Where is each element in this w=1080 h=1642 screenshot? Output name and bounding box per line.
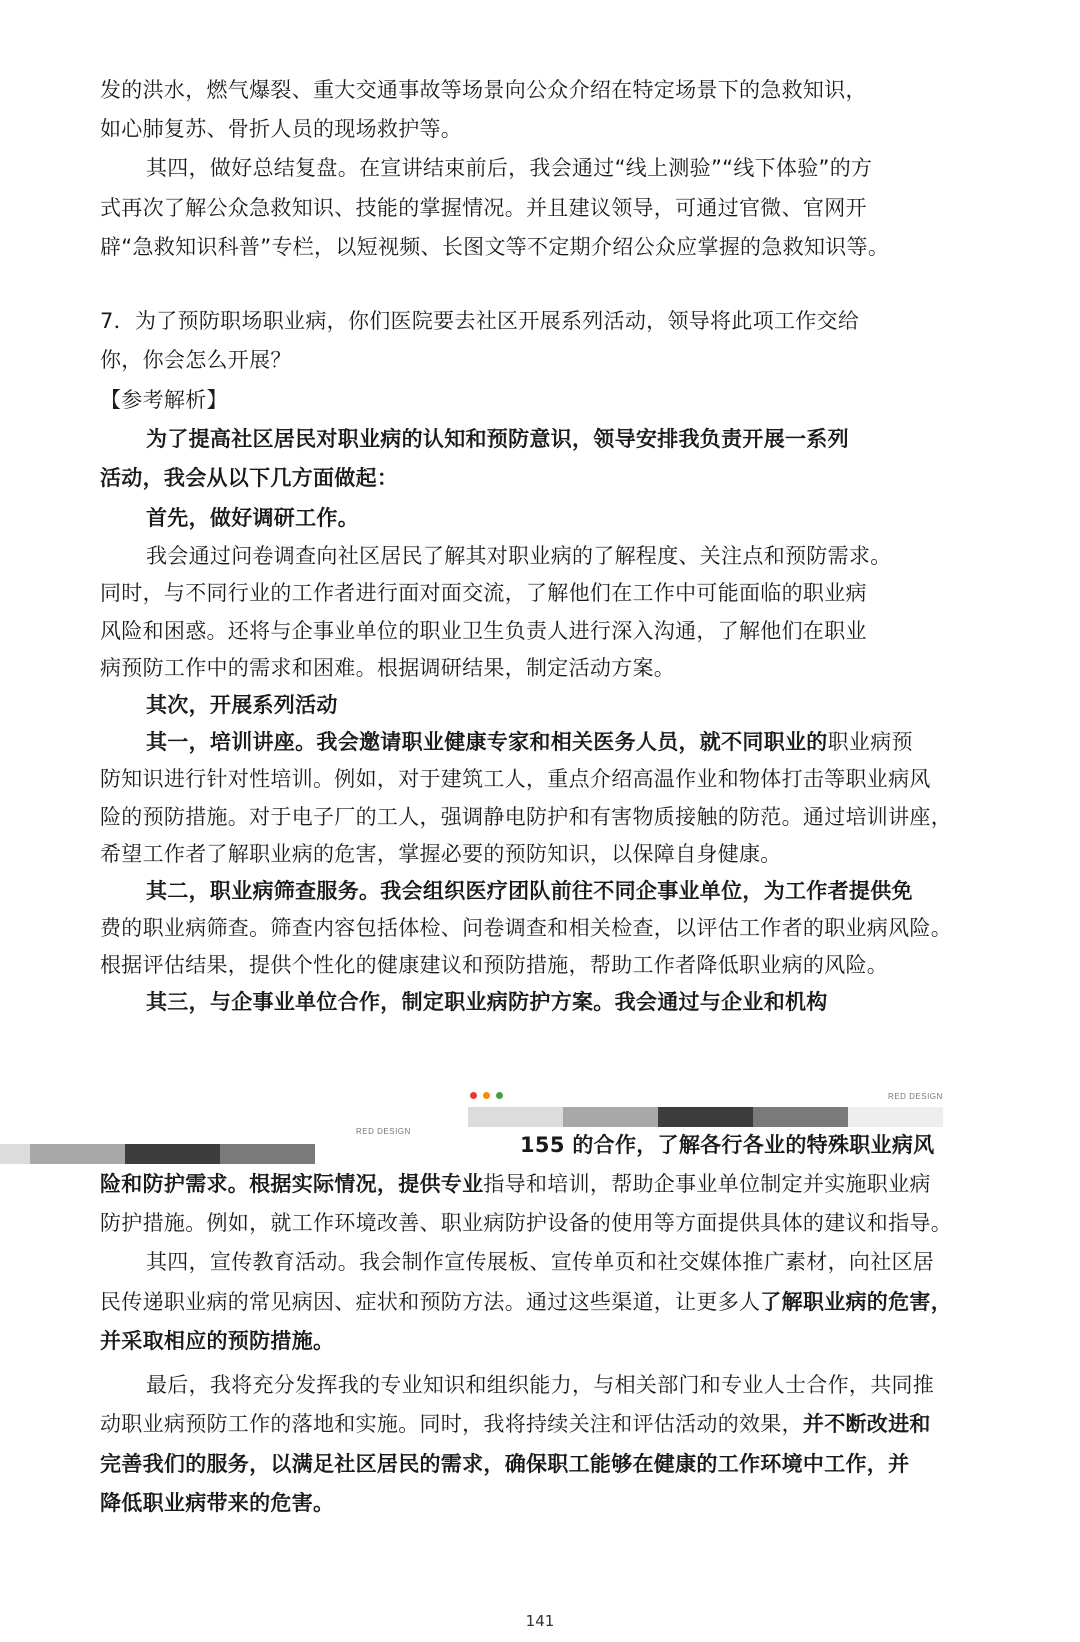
- decor-bar-right: [468, 1107, 943, 1127]
- text-line: [146, 876, 913, 906]
- question-line: 你，你会怎么开展？: [100, 348, 292, 372]
- bar-segment: [848, 1107, 943, 1127]
- bar-segment: [753, 1107, 848, 1127]
- text-span: 动职业病预防工作的落地和实施。同时，我将持续关注和评估活动的效果，: [100, 1412, 803, 1436]
- text-line: 其四，做好总结复盘。在宣讲结束前后，我会通过“线上测验”“线下体验”的方: [146, 156, 873, 180]
- subheading: 首先，做好调研工作。: [146, 506, 359, 530]
- text-line: 如心肺复苏、骨折人员的现场救护等。: [100, 117, 463, 141]
- text-line: 病预防工作中的需求和困难。根据调研结果，制定活动方案。: [100, 656, 676, 680]
- bold-span: 险和防护需求。根据实际情况，提供专业: [100, 1172, 484, 1196]
- text-line: 防护措施。例如，就工作环境改善、职业病防护设备的使用等方面提供具体的建议和指导。: [100, 1211, 952, 1235]
- bold-span: 其一，培训讲座。我会邀请职业健康专家和相关医务人员，就不同职业的: [146, 730, 828, 754]
- question-line: 7．为了预防职场职业病，你们医院要去社区开展系列活动，领导将此项工作交给: [100, 309, 860, 333]
- text-line: 式再次了解公众急救知识、技能的掌握情况。并且建议领导，可通过官微、官网开: [100, 196, 867, 220]
- orange-dot-icon: [483, 1092, 490, 1099]
- bar-segment: [30, 1144, 125, 1164]
- bar-segment: [468, 1107, 563, 1127]
- red-design-label: RED DESIGN: [888, 1092, 943, 1101]
- bold-span: 其二，职业病筛查服务。我会组织医疗团队前往不同企事业单位，为工作者: [146, 879, 849, 903]
- bold-line: 活动，我会从以下几方面做起：: [100, 466, 399, 490]
- text-span: 指导和培训，帮助企事业单位制定并实施职业病: [483, 1172, 931, 1196]
- text-span: 职业病预: [827, 730, 913, 754]
- bold-span: 提供免: [848, 879, 913, 903]
- bold-line: 为了提高社区居民对职业病的认知和预防意识，领导安排我负责开展一系列: [146, 427, 849, 451]
- text-line: [146, 727, 913, 757]
- bold-span: 并不断改进和: [802, 1412, 931, 1436]
- window-dots: [470, 1092, 503, 1099]
- red-dot-icon: [470, 1092, 477, 1099]
- text-line: [100, 1169, 931, 1199]
- text-line: [100, 1287, 952, 1317]
- text-line: 防知识进行针对性培训。例如，对于建筑工人，重点介绍高温作业和物体打击等职业病风: [100, 767, 931, 791]
- text-line: 辟“急救知识科普”专栏，以短视频、长图文等不定期介绍公众应掌握的急救知识等。: [100, 235, 890, 259]
- bar-segment: [563, 1107, 658, 1127]
- bold-span: 了解职业病的危害，: [760, 1290, 952, 1314]
- red-design-label: RED DESIGN: [356, 1127, 411, 1136]
- bold-line: 其三，与企事业单位合作，制定职业病防护方案。我会通过与企业和机构: [146, 990, 828, 1014]
- text-line: 其四，宣传教育活动。我会制作宣传展板、宣传单页和社交媒体推广素材，向社区居: [146, 1250, 935, 1274]
- text-line: 同时，与不同行业的工作者进行面对面交流，了解他们在工作中可能面临的职业病: [100, 581, 867, 605]
- green-dot-icon: [496, 1092, 503, 1099]
- text-line: 险的预防措施。对于电子厂的工人，强调静电防护和有害物质接触的防范。通过培训讲座，: [100, 805, 952, 829]
- text-line: 我会通过问卷调查向社区居民了解其对职业病的了解程度、关注点和预防需求。: [146, 544, 892, 568]
- text-line: [100, 1409, 931, 1439]
- decor-bar-left: [0, 1144, 315, 1164]
- bold-line: 并采取相应的预防措施。: [100, 1329, 335, 1353]
- bar-segment: [0, 1144, 30, 1164]
- text-line: 根据评估结果，提供个性化的健康建议和预防措施，帮助工作者降低职业病的风险。: [100, 953, 889, 977]
- bold-line: 155 的合作，了解各行各业的特殊职业病风: [520, 1133, 935, 1157]
- text-line: 希望工作者了解职业病的危害，掌握必要的预防知识，以保障自身健康。: [100, 842, 782, 866]
- section-label: 【参考解析】: [100, 388, 228, 412]
- text-line: 最后，我将充分发挥我的专业知识和组织能力，与相关部门和专业人士合作，共同推: [146, 1373, 935, 1397]
- bold-line: 降低职业病带来的危害。: [100, 1491, 335, 1515]
- text-line: 风险和困惑。还将与企事业单位的职业卫生负责人进行深入沟通，了解他们在职业: [100, 619, 867, 643]
- text-span: 民传递职业病的常见病因、症状和预防方法。通过这些渠道，让更多人: [100, 1290, 761, 1314]
- text-line: 发的洪水，燃气爆裂、重大交通事故等场景向公众介绍在特定场景下的急救知识，: [100, 78, 867, 102]
- page-number: 141: [525, 1612, 555, 1630]
- text-line: 费的职业病筛查。筛查内容包括体检、问卷调查和相关检查，以评估工作者的职业病风险。: [100, 916, 952, 940]
- bold-line: 完善我们的服务，以满足社区居民的需求，确保职工能够在健康的工作环境中工作，并: [100, 1452, 910, 1476]
- bar-segment: [220, 1144, 315, 1164]
- bar-segment: [125, 1144, 220, 1164]
- bar-segment: [658, 1107, 753, 1127]
- subheading: 其次，开展系列活动: [146, 693, 338, 717]
